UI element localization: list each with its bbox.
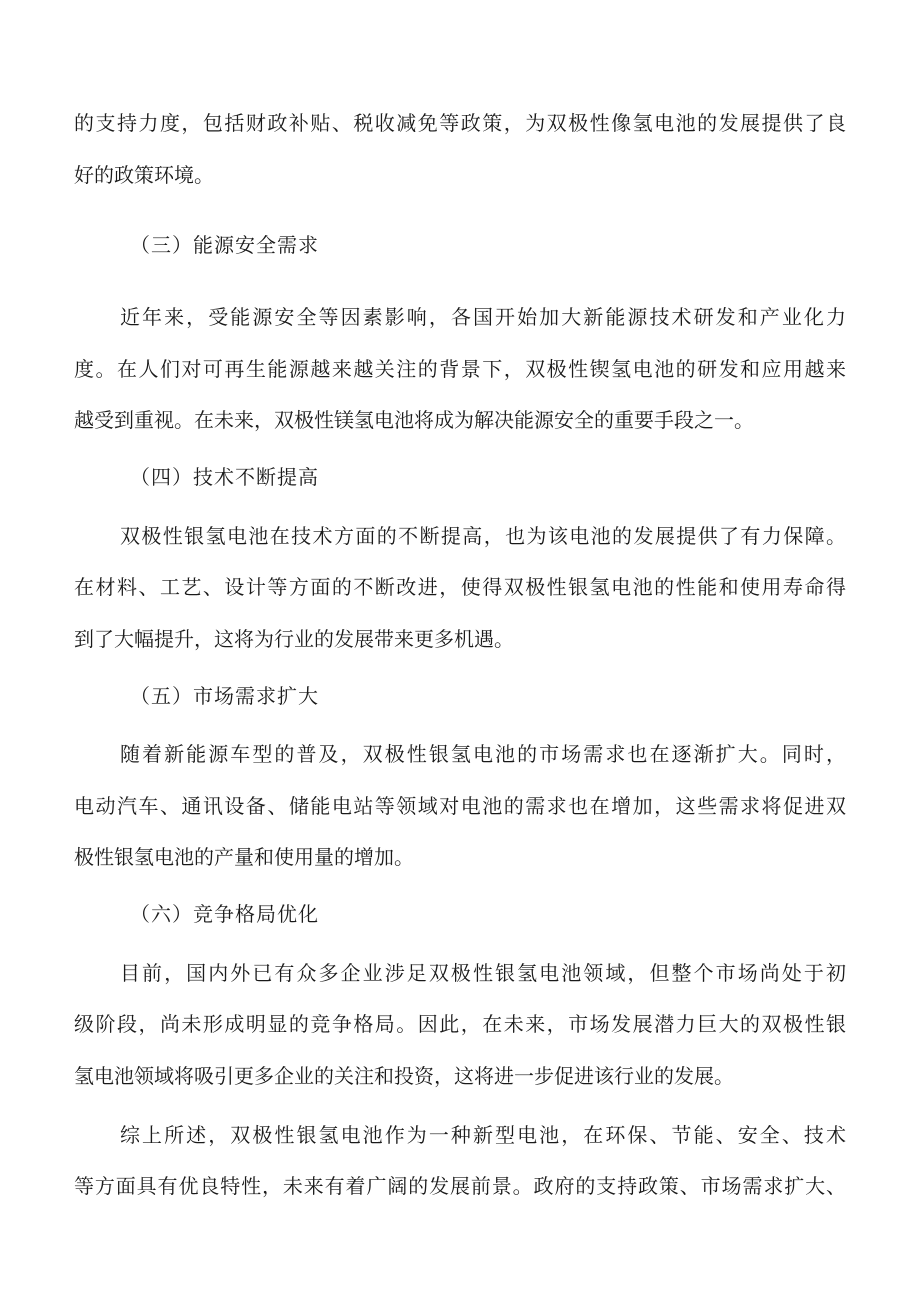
section-heading-3: （三）能源安全需求 — [130, 233, 319, 257]
paragraph-line: 到了大幅提升，这将为行业的发展带来更多机遇。 — [74, 627, 514, 651]
paragraph-line: 等方面具有优良特性，未来有着广阔的发展前景。政府的支持政策、市场需求扩大、 — [74, 1174, 846, 1198]
section-heading-4: （四）技术不断提高 — [130, 465, 319, 489]
paragraph-line: 氢电池领域将吸引更多企业的关注和投资，这将进一步促进该行业的发展。 — [74, 1064, 734, 1088]
paragraph-line: 度。在人们对可再生能源越来越关注的背景下，双极性锲氢电池的研发和应用越来 — [74, 357, 846, 381]
paragraph-line: 近年来，受能源安全等因素影响，各国开始加大新能源技术研发和产业化力 — [120, 305, 846, 329]
paragraph-line: 综上所述，双极性银氢电池作为一种新型电池，在环保、节能、安全、技术 — [120, 1123, 846, 1147]
paragraph-line: 随着新能源车型的普及，双极性银氢电池的市场需求也在逐渐扩大。同时， — [120, 742, 846, 766]
paragraph-line: 的支持力度，包括财政补贴、税收减免等政策，为双极性像氢电池的发展提供了良 — [74, 111, 846, 135]
section-heading-5: （五）市场需求扩大 — [130, 684, 319, 708]
paragraph-line: 极性银氢电池的产量和使用量的增加。 — [74, 845, 414, 869]
paragraph-line: 电动汽车、通讯设备、储能电站等领域对电池的需求也在增加，这些需求将促进双 — [74, 794, 846, 818]
paragraph-line: 双极性银氢电池在技术方面的不断提高，也为该电池的发展提供了有力保障。 — [120, 524, 846, 548]
paragraph-line: 在材料、工艺、设计等方面的不断改进，使得双极性银氢电池的性能和使用寿命得 — [74, 575, 846, 599]
section-heading-6: （六）竞争格局优化 — [130, 902, 319, 926]
paragraph-line: 级阶段，尚未形成明显的竞争格局。因此，在未来，市场发展潜力巨大的双极性银 — [74, 1012, 846, 1036]
paragraph-line: 好的政策环境。 — [74, 163, 214, 187]
paragraph-line: 目前，国内外已有众多企业涉足双极性银氢电池领域，但整个市场尚处于初 — [120, 961, 846, 985]
paragraph-line: 越受到重视。在未来，双极性镁氢电池将成为解决能源安全的重要手段之一。 — [74, 408, 754, 432]
